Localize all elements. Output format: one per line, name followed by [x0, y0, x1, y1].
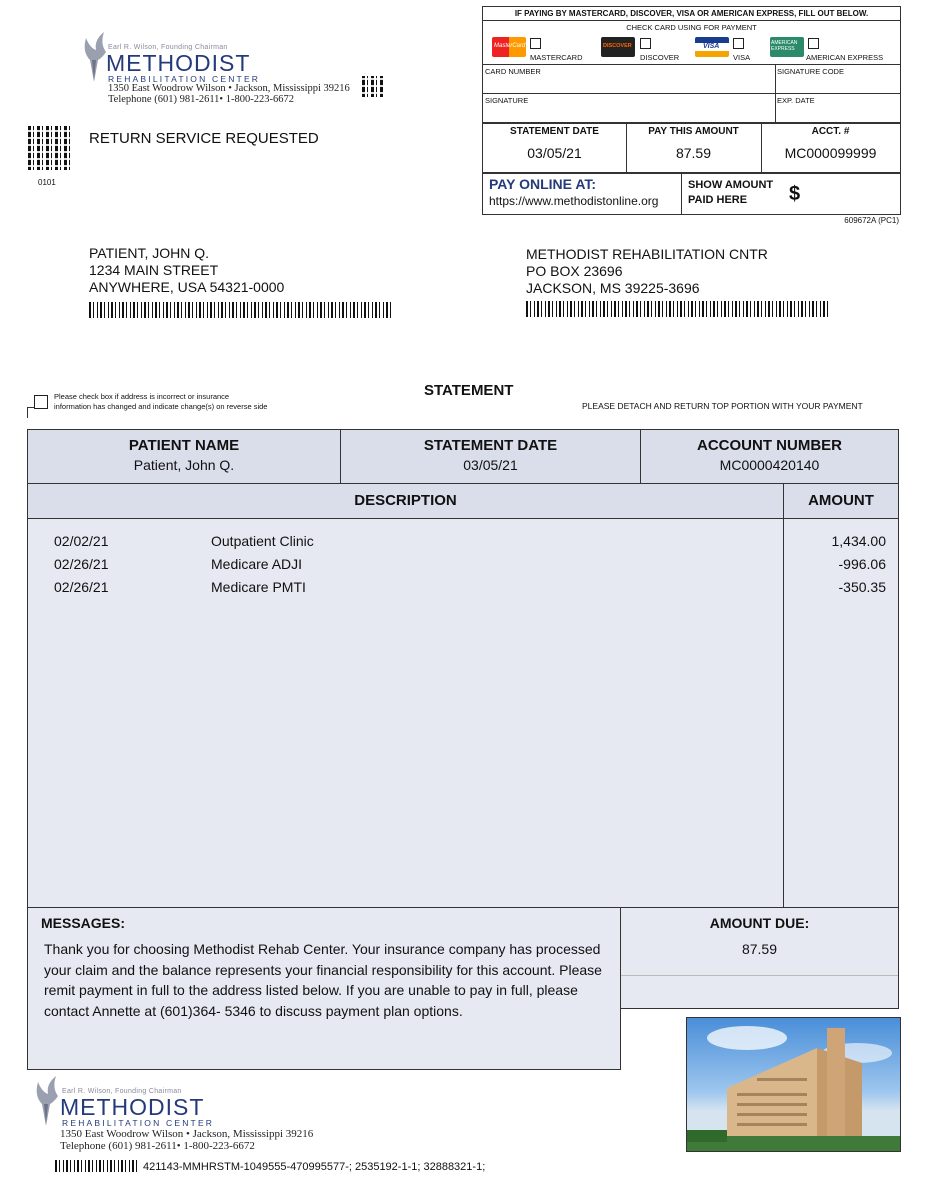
corner-mark — [27, 407, 34, 418]
address-change-note — [54, 392, 267, 412]
amount-label: AMOUNT — [808, 492, 874, 509]
signature-field[interactable] — [485, 105, 771, 121]
address-change-note-line: information has changed and indicate change(s) on reverse side — [54, 402, 268, 411]
amount-header — [783, 483, 899, 519]
remit-address-line: METHODIST REHABILITATION CNTR — [526, 246, 768, 262]
remit-address-line: JACKSON, MS 39225-3696 — [526, 280, 700, 296]
messages-label: MESSAGES: — [41, 915, 126, 931]
form-code: 609672A (PC1) — [844, 216, 899, 225]
footer-code-line: 421143-MMHRSTM-1049555-470995577-; 2535192-1-1; 32888321-1; — [143, 1161, 486, 1173]
footer-phone: Telephone (601) 981-2611• 1-800-223-6672 — [60, 1140, 255, 1152]
remit-address-line: PO BOX 23696 — [526, 263, 623, 279]
line-description: Medicare ADJI — [211, 556, 303, 572]
pb-statement-date: 03/05/21 — [527, 145, 582, 161]
acct-number: MC000099999 — [784, 145, 877, 161]
detach-note: PLEASE DETACH AND RETURN TOP PORTION WITH YOUR PAYMENT — [582, 401, 863, 411]
statement-date: 03/05/21 — [463, 457, 518, 473]
visa-checkbox[interactable] — [733, 38, 744, 49]
patient-name-label: PATIENT NAME — [128, 437, 240, 454]
mastercard-logo-icon: MasterCard — [492, 37, 526, 57]
signature-label: SIGNATURE — [485, 96, 529, 105]
account-number: MC0000420140 — [719, 457, 820, 473]
payment-box-title: IF PAYING BY MASTERCARD, DISCOVER, VISA OR AMERICAN EXPRESS, FILL OUT BELOW. — [514, 9, 869, 18]
exp-date-label: EXP. DATE — [777, 96, 815, 105]
header-address: 1350 East Woodrow Wilson • Jackson, Mississippi 39216 — [108, 83, 350, 94]
patient-postal-barcode — [89, 302, 392, 318]
description-body — [27, 518, 784, 908]
dollar-sign: $ — [789, 183, 801, 205]
amount-due-label: AMOUNT DUE: — [709, 915, 810, 931]
amount-body — [783, 518, 899, 908]
mastercard-checkbox[interactable] — [530, 38, 541, 49]
mastercard-label: MASTERCARD — [530, 53, 583, 62]
discover-logo-icon: DISCOVER — [601, 37, 635, 57]
amex-label: AMERICAN EXPRESS — [806, 53, 884, 62]
statement-date-cell — [340, 429, 641, 484]
card-number-field[interactable] — [485, 77, 771, 93]
account-number-cell — [640, 429, 899, 484]
line-amount: 1,434.00 — [831, 533, 886, 549]
description-label: DESCRIPTION — [354, 492, 457, 509]
payment-box — [482, 6, 901, 215]
patient-name-cell — [27, 429, 341, 484]
pay-this-amount-label: PAY THIS AMOUNT — [648, 126, 739, 137]
statement-title: STATEMENT — [424, 382, 514, 399]
paid-here-label: PAID HERE — [688, 194, 748, 206]
remit-postal-barcode — [526, 301, 828, 317]
line-date: 02/26/21 — [54, 556, 109, 572]
messages-box — [27, 907, 621, 1070]
exp-date-field[interactable] — [777, 105, 897, 121]
remit-address — [526, 246, 768, 297]
amount-due: 87.59 — [741, 941, 778, 957]
line-date: 02/02/21 — [54, 533, 109, 549]
amex-logo-icon: AMERICAN EXPRESS — [770, 37, 804, 57]
small-qr-code — [362, 76, 383, 97]
statement-table — [27, 429, 899, 1070]
visa-logo-icon: VISA — [695, 37, 729, 57]
discover-checkbox[interactable] — [640, 38, 651, 49]
line-description: Outpatient Clinic — [211, 533, 314, 549]
code-0101: 0101 — [38, 178, 56, 187]
pay-online-label: PAY ONLINE AT: — [489, 176, 597, 192]
amex-checkbox[interactable] — [808, 38, 819, 49]
patient-name: Patient, John Q. — [133, 457, 235, 473]
address-change-checkbox[interactable] — [34, 395, 48, 409]
footer-logo-name: METHODIST — [60, 1094, 205, 1120]
torch-wing-icon — [32, 1074, 60, 1126]
line-amount: -996.06 — [838, 556, 886, 572]
footer-founder-line: Earl R. Wilson, Founding Chairman — [62, 1088, 182, 1095]
visa-label: VISA — [733, 53, 751, 62]
patient-address-line: ANYWHERE, USA 54321-0000 — [89, 279, 285, 295]
signature-code-field[interactable] — [777, 77, 897, 93]
description-header — [27, 483, 784, 519]
patient-address-line: PATIENT, JOHN Q. — [89, 245, 210, 261]
statement-date-label: STATEMENT DATE — [423, 437, 558, 454]
amount-due-box — [620, 907, 899, 1009]
messages-text: Thank you for choosing Methodist Rehab Center. Your insurance company has processed your claim and the balance represents your financial responsibility for this account. Please remit payment in full to the address listed below. If you are unable to pay in full, please contact Annette at (601)364- 5346 to discuss payment plan options. — [44, 941, 602, 1019]
header-logo — [80, 28, 380, 108]
patient-address-line: 1234 MAIN STREET — [89, 262, 219, 278]
header-phone: Telephone (601) 981-2611• 1-800-223-6672 — [108, 94, 294, 105]
footer-barcode — [55, 1160, 137, 1172]
acct-label: ACCT. # — [811, 126, 850, 137]
show-amount-label: SHOW AMOUNT — [688, 179, 774, 191]
signature-code-label: SIGNATURE CODE — [777, 67, 844, 76]
line-amount: -350.35 — [838, 579, 886, 595]
founder-line: Earl R. Wilson, Founding Chairman — [108, 44, 228, 51]
return-service-text: RETURN SERVICE REQUESTED — [89, 130, 319, 147]
discover-label: DISCOVER — [640, 53, 680, 62]
address-change-note-line: Please check box if address is incorrect or insurance — [54, 392, 230, 401]
footer-logo — [32, 1072, 352, 1156]
patient-address — [89, 245, 284, 296]
footer-address: 1350 East Woodrow Wilson • Jackson, Mississippi 39216 — [60, 1128, 314, 1140]
logo-name: METHODIST — [106, 50, 251, 76]
pay-this-amount: 87.59 — [675, 145, 712, 161]
card-number-label: CARD NUMBER — [485, 67, 541, 76]
line-description: Medicare PMTI — [211, 579, 306, 595]
torch-wing-icon — [80, 30, 108, 82]
footer-logo-subname: REHABILITATION CENTER — [62, 1118, 215, 1128]
account-number-label: ACCOUNT NUMBER — [697, 437, 842, 454]
check-card-text: CHECK CARD USING FOR PAYMENT — [626, 23, 757, 32]
pay-online-url[interactable]: https://www.methodistonline.org — [489, 194, 659, 208]
building-photo — [686, 1017, 901, 1152]
line-date: 02/26/21 — [54, 579, 109, 595]
qr-code — [28, 126, 72, 170]
logo-subname: REHABILITATION CENTER — [108, 74, 261, 84]
pb-statement-date-label: STATEMENT DATE — [510, 126, 599, 137]
amount-paid-field[interactable] — [805, 179, 895, 209]
